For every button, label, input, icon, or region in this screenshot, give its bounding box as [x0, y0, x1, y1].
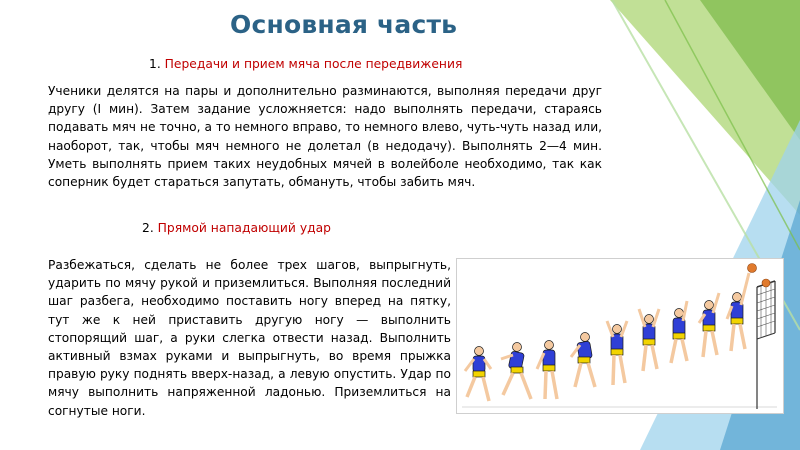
volleyball-spike-sequence-icon [457, 259, 783, 413]
player-figure-7-icon [671, 301, 687, 363]
player-figure-3-icon [537, 341, 557, 400]
ball-icon [762, 279, 770, 287]
player-figure-5-icon [607, 321, 627, 385]
player-figure-2-icon [501, 343, 531, 400]
page-title: Основная часть [230, 10, 458, 39]
section2-paragraph: Разбежаться, сделать не более трех шагов, выпрыгнуть, ударить по мячу рукой и приземлиться. Выполняя последний шаг разбега, необходимо поставить ногу вперед на пятку, тут же к ней приставить другую ногу — выполнить стопорящий шаг, а руки слегка отвести назад. Выполнить активный взмах руками и выпрыгнуть, во время прыжка правую руку поднять вверх-назад, а левую опустить. Удар по мячу выполнить напряженной ладонью. Приземлиться на согнутые ноги. [48, 258, 451, 418]
player-figure-6-icon [639, 309, 659, 371]
section1-number: 1. [149, 57, 161, 71]
section2-heading [142, 221, 331, 235]
ball-icon [748, 264, 757, 273]
section1-paragraph: Ученики делятся на пары и дополнительно разминаются, выполняя передачи друг другу (I мин). Затем задание усложняется: надо выполнять передачи, стараясь подавать мяч не точно, а то немного вправо, то немного влево, чуть-чуть назад или, наоборот, так, чтобы мяч немного не долетал (в недодачу). Выполнять 2—4 мин. Уметь выполнять прием таких неудобных мячей в волейболе необходимо, так как соперник будет стараться запутать, обмануть, чтобы забить мяч. [48, 84, 602, 190]
section1-heading-text: Передачи и прием мяча после передвижения [164, 57, 463, 71]
section2-number: 2. [142, 221, 154, 235]
section1-heading [149, 57, 462, 71]
volleyball-spike-illustration [456, 258, 784, 414]
player-figure-9-icon [727, 273, 749, 351]
volleyball-net-icon [757, 281, 775, 409]
player-figure-1-icon [465, 347, 491, 402]
section2-heading-text: Прямой нападающий удар [157, 221, 331, 235]
player-figure-4-icon [571, 333, 595, 388]
player-figure-8-icon [699, 293, 719, 357]
